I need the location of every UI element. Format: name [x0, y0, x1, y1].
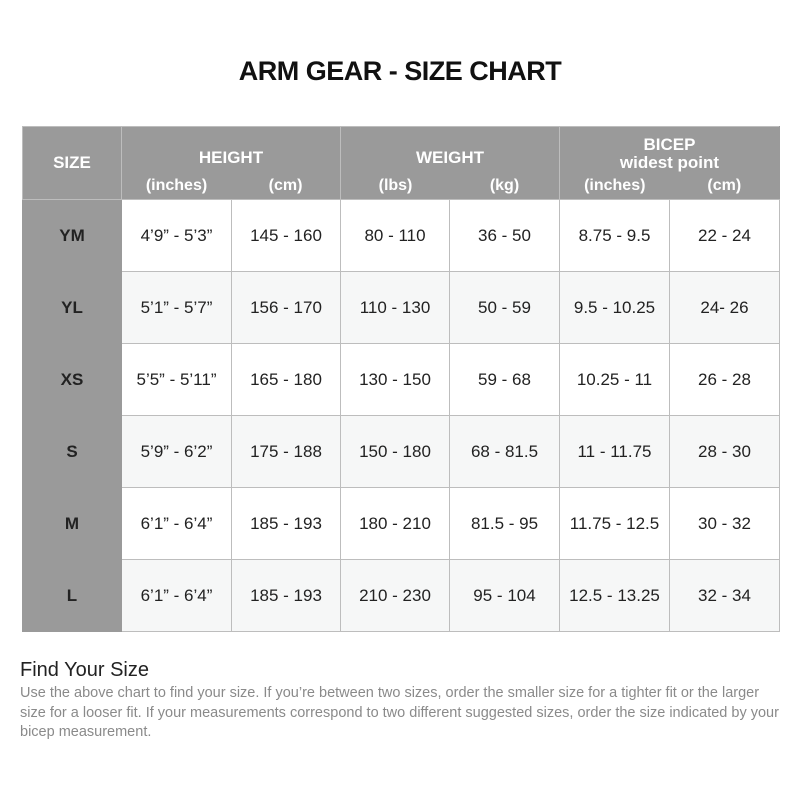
height-inches-cell: 4’9” - 5’3” [122, 200, 232, 272]
bicep-header-subtitle: widest point [619, 153, 720, 172]
weight-header-title: WEIGHT [416, 148, 484, 167]
weight-lbs-cell: 180 - 210 [341, 488, 450, 560]
weight-header [341, 127, 560, 200]
weight-kg-cell: 59 - 68 [450, 344, 560, 416]
bicep-cm-cell: 30 - 32 [670, 488, 780, 560]
find-your-size-heading: Find Your Size [20, 659, 149, 681]
weight-kg-cell: 95 - 104 [450, 560, 560, 632]
height-cm-cell: 165 - 180 [232, 344, 341, 416]
bicep-inches-cell: 9.5 - 10.25 [560, 272, 670, 344]
height-inches-cell: 6’1” - 6’4” [122, 560, 232, 632]
height-unit-cm: (cm) [268, 177, 303, 194]
height-unit-inches: (inches) [145, 177, 208, 194]
header-row [23, 127, 780, 200]
page-title: ARM GEAR - SIZE CHART [238, 56, 562, 86]
table-row [23, 344, 780, 416]
table-row [23, 560, 780, 632]
table-row [23, 272, 780, 344]
weight-kg-cell: 50 - 59 [450, 272, 560, 344]
bicep-header-title: BICEP widest point [560, 136, 779, 172]
size-label: YL [23, 272, 122, 344]
bicep-inches-cell: 11 - 11.75 [560, 416, 670, 488]
height-cm-cell: 175 - 188 [232, 416, 341, 488]
height-inches-cell: 5’5” - 5’11” [122, 344, 232, 416]
height-inches-cell: 5’9” - 6’2” [122, 416, 232, 488]
bicep-cm-cell: 26 - 28 [670, 344, 780, 416]
bicep-inches-cell: 10.25 - 11 [560, 344, 670, 416]
height-header-title: HEIGHT [198, 148, 264, 167]
bicep-cm-cell: 22 - 24 [670, 200, 780, 272]
size-label: S [23, 416, 122, 488]
bicep-inches-cell: 12.5 - 13.25 [560, 560, 670, 632]
weight-unit-lbs: (lbs) [378, 177, 413, 194]
bicep-cm-cell: 24- 26 [670, 272, 780, 344]
height-cm-cell: 185 - 193 [232, 488, 341, 560]
height-cm-cell: 145 - 160 [232, 200, 341, 272]
height-inches-cell: 6’1” - 6’4” [122, 488, 232, 560]
size-label: XS [23, 344, 122, 416]
weight-lbs-cell: 210 - 230 [341, 560, 450, 632]
bicep-header [560, 127, 780, 200]
bicep-unit-cm: (cm) [707, 177, 742, 194]
height-header [122, 127, 341, 200]
bicep-inches-cell: 8.75 - 9.5 [560, 200, 670, 272]
weight-kg-cell: 36 - 50 [450, 200, 560, 272]
size-label: L [23, 560, 122, 632]
weight-lbs-cell: 110 - 130 [341, 272, 450, 344]
size-chart-table [22, 126, 780, 632]
weight-kg-cell: 68 - 81.5 [450, 416, 560, 488]
table-row [23, 200, 780, 272]
weight-unit-kg: (kg) [489, 177, 520, 194]
bicep-cm-cell: 28 - 30 [670, 416, 780, 488]
height-cm-cell: 185 - 193 [232, 560, 341, 632]
weight-lbs-cell: 80 - 110 [341, 200, 450, 272]
weight-lbs-cell: 150 - 180 [341, 416, 450, 488]
height-cm-cell: 156 - 170 [232, 272, 341, 344]
size-header: SIZE [23, 127, 122, 200]
weight-lbs-cell: 130 - 150 [341, 344, 450, 416]
bicep-inches-cell: 11.75 - 12.5 [560, 488, 670, 560]
table-row [23, 416, 780, 488]
bicep-cm-cell: 32 - 34 [670, 560, 780, 632]
table-row [23, 488, 780, 560]
weight-kg-cell: 81.5 - 95 [450, 488, 560, 560]
size-label: M [23, 488, 122, 560]
height-inches-cell: 5’1” - 5’7” [122, 272, 232, 344]
find-your-size-text: Use the above chart to find your size. If you’re between two sizes, order the smaller size for a tighter fit or the larger size for a looser fit. If your measurements correspond to two different suggested sizes, order the size indicated by your bicep measurement. [20, 685, 779, 740]
bicep-unit-inches: (inches) [584, 177, 646, 194]
size-label: YM [23, 200, 122, 272]
